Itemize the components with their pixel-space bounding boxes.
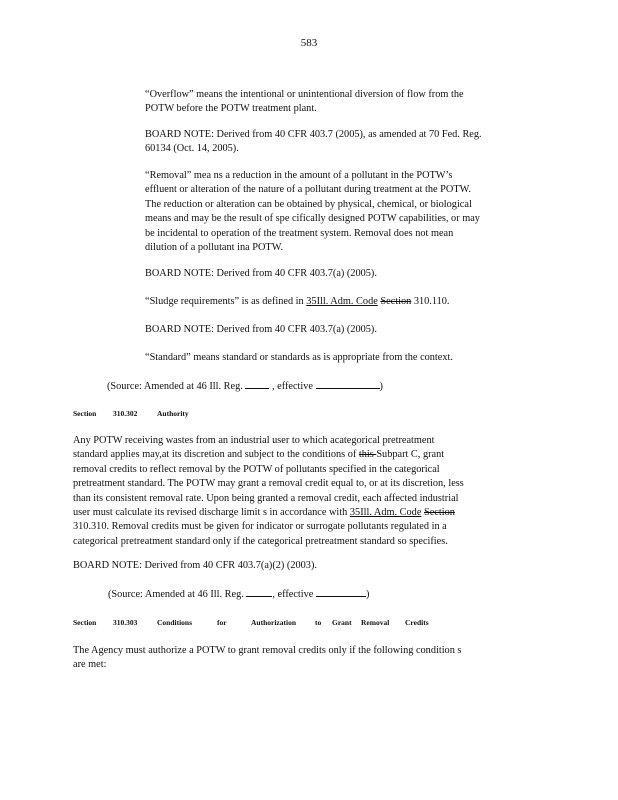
- section-title-word: Removal: [361, 618, 390, 627]
- blank-line: [316, 587, 366, 597]
- board-note: BOARD NOTE: Derived from 40 CFR 403.7(a) (2005).: [145, 268, 377, 279]
- deleted-text: this: [358, 449, 377, 461]
- text-line: user must calculate its revised discharge limit s in accordance with 35Ill. Adm. Code Section: [73, 507, 455, 519]
- authority-paragraph: [73, 434, 464, 549]
- source-note: [107, 379, 383, 394]
- inserted-text: 35Ill. Adm. Code: [306, 296, 378, 307]
- section-title-word: Conditions: [157, 618, 193, 627]
- text-line: means and may be the result of spe cifically designed POTW capabilities, or may: [145, 213, 480, 225]
- text-line: 60134 (Oct. 14, 2005).: [145, 143, 239, 155]
- blank-line: [245, 379, 269, 389]
- text-line: “Overflow” means the intentional or unintentional diversion of flow from the: [145, 89, 464, 100]
- text-run: 310.110.: [411, 296, 450, 307]
- text-run: ): [365, 589, 370, 600]
- source-note: [108, 587, 369, 602]
- deleted-text: Section: [380, 296, 412, 307]
- text-line: The reduction or alteration can be obtained by physical, chemical, or biological: [145, 198, 472, 210]
- blank-line: [246, 587, 272, 597]
- text-line: Any POTW receiving wastes from an industrial user to which acategorical pretreatment: [73, 435, 435, 446]
- removal-definition: [145, 169, 480, 255]
- section-label: Section: [73, 618, 97, 627]
- text-run: , effective: [269, 381, 316, 392]
- deleted-text: Section: [423, 507, 455, 519]
- section-title-word: for: [217, 618, 227, 627]
- text-run: , effective: [272, 589, 316, 600]
- section-title-word: to: [315, 618, 322, 627]
- standard-definition: “Standard” means standard or standards as is appropriate from the context.: [145, 352, 453, 363]
- text-line: than its consistent removal rate. Upon being granted a removal credit, each affected industrial: [73, 492, 459, 504]
- section-heading: [73, 409, 189, 418]
- text-line: pretreatment standard. The POTW may grant a removal credit equal to, or at its discretion, less: [73, 478, 464, 490]
- page-number: 583: [300, 37, 318, 49]
- text-line: removal credits to reflect removal by the POTW of pollutants specified in the categorical: [73, 463, 440, 475]
- board-note: [145, 128, 482, 157]
- text-run: (Source: Amended at 46 Ill. Reg.: [107, 381, 246, 392]
- text-line: 310.310. Removal credits must be given for indicator or surrogate pollutants regulated in a: [73, 521, 447, 533]
- section-title-word: Credits: [405, 618, 429, 627]
- text-line: are met:: [73, 659, 107, 671]
- text-run: ): [379, 381, 383, 392]
- section-title-word: Grant: [332, 618, 352, 627]
- section-number: 310.303: [113, 618, 138, 627]
- text-line: categorical pretreatment standard only if the categorical pretreatment standard so specifies.: [73, 535, 448, 547]
- inserted-text: 35Ill. Adm. Code: [349, 507, 422, 519]
- text-line: POTW before the POTW treatment plant.: [145, 103, 317, 115]
- text-line: standard applies may,at its discretion and subject to the conditions of this Subpart C, grant: [73, 449, 445, 461]
- overflow-definition: [145, 88, 464, 117]
- conditions-paragraph: [73, 644, 461, 673]
- section-label: Section: [73, 409, 97, 418]
- board-note: BOARD NOTE: Derived from 40 CFR 403.7(a)(2) (2003).: [73, 560, 317, 571]
- text-line: dilution of a pollutant ina POTW.: [145, 242, 284, 254]
- section-title-word: Authorization: [251, 618, 296, 627]
- text-line: effluent or alteration of the nature of a pollutant during treatment at the POTW.: [145, 184, 471, 196]
- text-line: BOARD NOTE: Derived from 40 CFR 403.7 (2005), as amended at 70 Fed. Reg.: [145, 129, 482, 140]
- section-heading: [73, 618, 429, 627]
- section-title: Authority: [157, 409, 189, 418]
- blank-line: [316, 379, 380, 389]
- section-number: 310.302: [113, 409, 138, 418]
- text-line: “Removal” mea ns a reduction in the amount of a pollutant in the POTW’s: [145, 170, 453, 181]
- text-line: be incidental to operation of the treatment system. Removal does not mean: [145, 227, 454, 239]
- sludge-definition: [145, 295, 450, 309]
- text-run: (Source: Amended at 46 Ill. Reg.: [108, 589, 247, 600]
- text-line: The Agency must authorize a POTW to grant removal credits only if the following condition s: [73, 645, 462, 656]
- board-note: BOARD NOTE: Derived from 40 CFR 403.7(a) (2005).: [145, 324, 377, 335]
- text-run: “Sludge requirements” is as defined in: [145, 296, 307, 307]
